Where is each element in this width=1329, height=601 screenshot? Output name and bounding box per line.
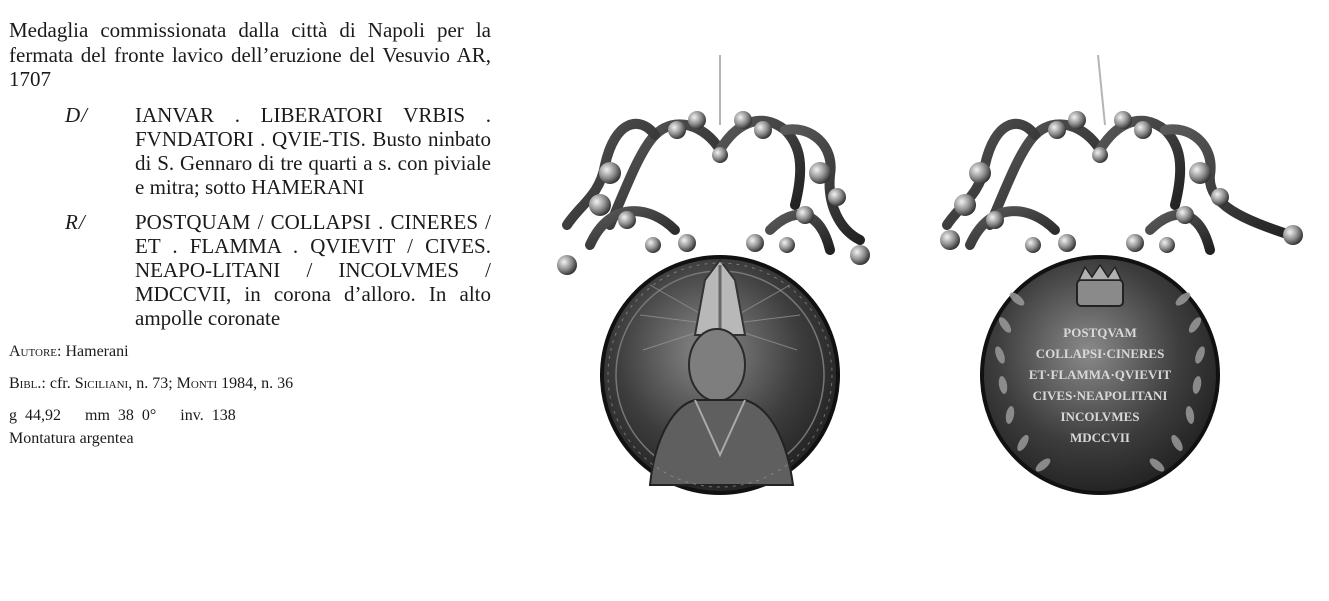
reverse-inscription-line-2: COLLAPSI·CINERES xyxy=(1035,346,1165,361)
reverse-inscription-line-3: ET·FLAMMA·QVIEVIT xyxy=(1028,367,1172,382)
bibliography-prefix: cfr. xyxy=(49,374,71,392)
reverse-inscription-line-1: POSTQVAM xyxy=(1063,325,1137,340)
bibliography-line xyxy=(9,375,491,393)
specs-line: g 44,92 mm 38 0° inv. 138 xyxy=(9,406,236,424)
catalog-entry xyxy=(9,18,491,448)
bibliography-ref2-rest: 1984, n. 36 xyxy=(217,374,294,392)
reverse-text: POSTQUAM / COLLAPSI . CINERES / ET . FLAMMA . QVIEVIT / CIVES. NEAPO-LITANI / INCOLVMES / MDCCVII, in corona d’alloro. In alto ampolle coronate xyxy=(135,209,491,330)
reverse-label: R/ xyxy=(65,209,86,234)
obverse-medal xyxy=(557,55,870,493)
reverse-medal xyxy=(940,55,1303,493)
bibliography-ref1-name: Siciliani xyxy=(74,374,129,392)
author-label: Autore: xyxy=(9,342,62,360)
bibliography-label: Bibl.: xyxy=(9,374,46,392)
reverse-description xyxy=(9,210,491,330)
author-line xyxy=(9,343,491,361)
obverse-description xyxy=(9,103,491,199)
bibliography-ref2-name: Monti xyxy=(176,374,218,392)
bibliography-ref1-rest: , n. 73; xyxy=(128,374,173,392)
medal-photo xyxy=(555,55,1315,495)
reverse-inscription-line-4: CIVES·NEAPOLITANI xyxy=(1032,388,1168,403)
reverse-inscription-line-6: MDCCVII xyxy=(1070,430,1130,445)
mount-line: Montatura argentea xyxy=(9,429,134,447)
obverse-label: D/ xyxy=(65,102,88,127)
reverse-inscription-line-5: INCOLVMES xyxy=(1060,409,1140,424)
entry-title: Medaglia commissionata dalla città di Napoli per la fermata del fronte lavico dell’eruzione del Vesuvio AR, 1707 xyxy=(9,18,491,91)
obverse-text: IANVAR . LIBERATORI VRBIS . FVNDATORI . QVIE-TIS. Busto ninbato di S. Gennaro di tre quarti a s. con piviale e mitra; sotto HAMERANI xyxy=(135,102,491,199)
author-value: Hamerani xyxy=(65,342,129,360)
